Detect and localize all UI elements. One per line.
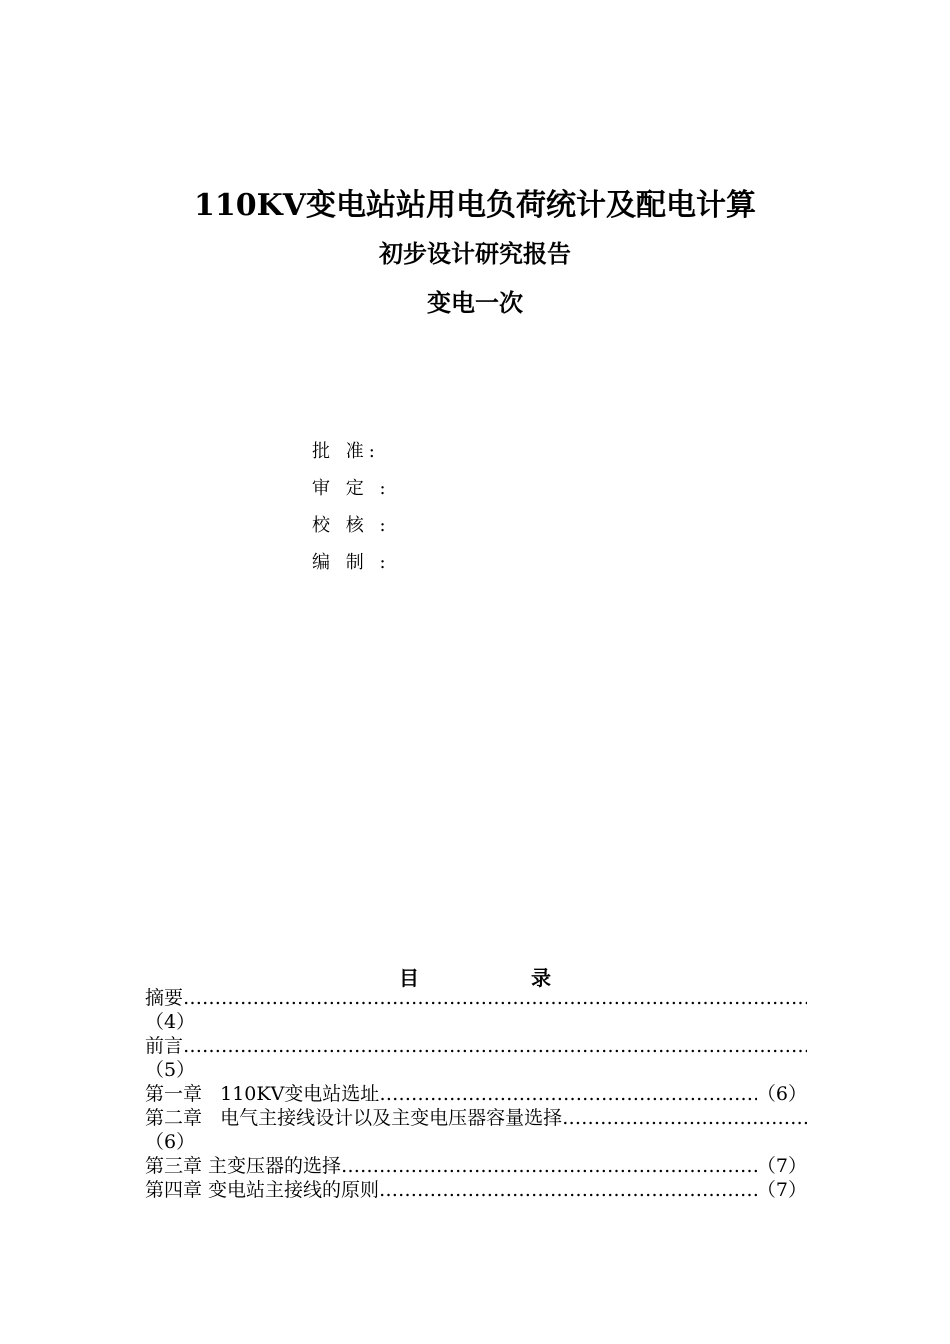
toc-entry-page: （4）: [145, 1011, 196, 1033]
approve-label: 批 准:: [312, 441, 380, 462]
compile-label: 编 制 :: [312, 552, 391, 573]
toc-entry-title: 第四章 变电站主接线的原则: [145, 1179, 380, 1201]
toc-leader-dots: [183, 1034, 807, 1058]
toc-entry-page: （6）: [145, 1131, 196, 1153]
toc-entry-page: （7）: [756, 1179, 807, 1201]
toc-entry-title: 第三章 主变压器的选择: [145, 1155, 342, 1177]
toc-entry-chapter-4[interactable]: [145, 1178, 807, 1202]
toc-entry-chapter-2[interactable]: [145, 1106, 807, 1130]
report-subtitle: 初步设计研究报告: [379, 239, 571, 268]
report-discipline: 变电一次: [427, 288, 523, 317]
toc-leader-dots: [562, 1106, 807, 1130]
table-of-contents: [145, 986, 807, 1202]
toc-entry-chapter-3[interactable]: [145, 1154, 807, 1178]
report-title: 110KV变电站站用电负荷统计及配电计算: [194, 188, 756, 223]
toc-leader-dots: [379, 1178, 757, 1202]
toc-entry-title: 前言: [145, 1035, 184, 1057]
toc-entry-preface[interactable]: [145, 1034, 807, 1058]
toc-entry-page: （7）: [756, 1155, 807, 1177]
toc-entry-title: 摘要: [145, 987, 184, 1009]
toc-entry-page: （5）: [145, 1059, 196, 1081]
toc-leader-dots: [183, 986, 807, 1010]
toc-heading-left: 目: [399, 966, 419, 990]
toc-heading-right: 录: [531, 966, 551, 990]
toc-entry-abstract[interactable]: [145, 986, 807, 1010]
toc-entry-title: 第一章 110KV变电站选址: [145, 1083, 380, 1105]
check-label: 校 核 :: [312, 515, 391, 536]
toc-leader-dots: [341, 1154, 757, 1178]
toc-entry-chapter-1[interactable]: [145, 1082, 807, 1106]
toc-entry-page: （6）: [756, 1083, 807, 1105]
signoff-block: [312, 438, 391, 586]
toc-entry-title: 第二章 电气主接线设计以及主变电压器容量选择: [145, 1107, 563, 1129]
toc-leader-dots: [379, 1082, 757, 1106]
review-label: 审 定 :: [312, 478, 391, 499]
